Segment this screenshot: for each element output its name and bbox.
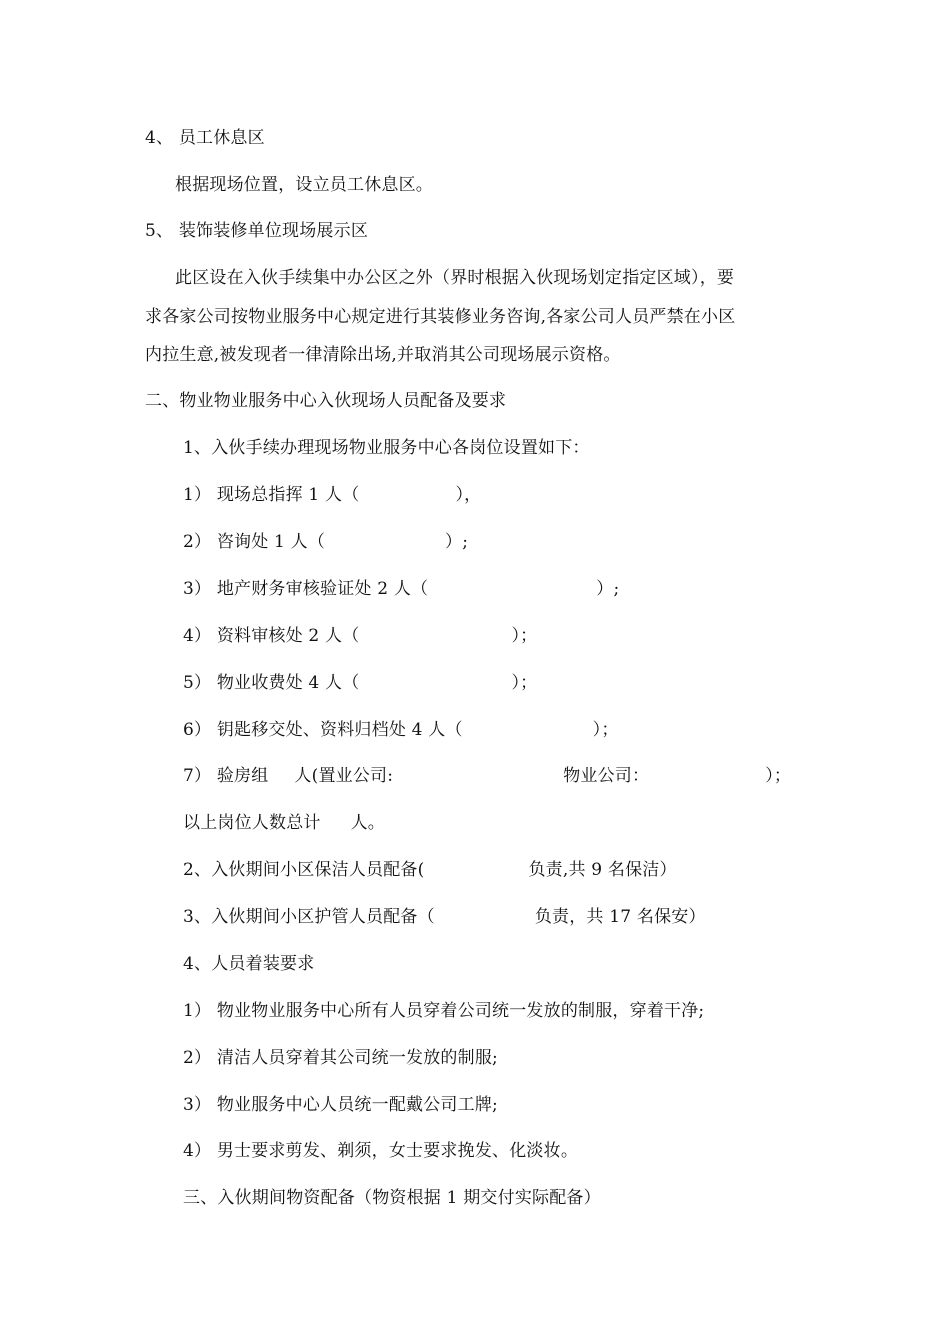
- role-item: 5） 物业收费处 4 人（ ）；: [183, 673, 538, 693]
- section-2-heading: 二、物业物业服务中心入伙现场人员配备及要求: [145, 391, 507, 411]
- section-5-heading: 5、 装饰装修单位现场展示区: [145, 221, 369, 241]
- section-5-body-line-2: 求各家公司按物业服务中心规定进行其装修业务咨询,各家公司人员严禁在小区: [145, 307, 736, 327]
- staffing-heading: 1、入伙手续办理现场物业服务中心各岗位设置如下：: [183, 438, 590, 458]
- role-item: 1） 现场总指挥 1 人（ ），: [183, 485, 482, 505]
- section-5-body-line-3: 内拉生意,被发现者一律清除出场,并取消其公司现场展示资格。: [145, 345, 621, 365]
- cleaning-staff: 2、入伙期间小区保洁人员配备( 负责,共 9 名保洁）: [183, 860, 677, 880]
- role-item: 4） 资料审核处 2 人（ ）；: [183, 626, 538, 646]
- role-item: 3） 地产财务审核验证处 2 人（ ）;: [183, 579, 620, 599]
- dress-code-heading: 4、人员着装要求: [183, 954, 315, 974]
- section-5-body-line-1: 此区设在入伙手续集中办公区之外（界时根据入伙现场划定指定区域），要: [175, 268, 735, 288]
- dress-item: 4） 男士要求剪发、剃须，女士要求挽发、化淡妆。: [183, 1141, 579, 1161]
- role-item: 6） 钥匙移交处、资料归档处 4 人（ ）；: [183, 720, 619, 740]
- section-3-heading: 三、入伙期间物资配备（物资根据 1 期交付实际配备）: [183, 1188, 601, 1208]
- dress-item: 1） 物业物业服务中心所有人员穿着公司统一发放的制服，穿着干净;: [183, 1001, 705, 1021]
- role-item-inspection: 7） 验房组 人(置业公司: 物业公司： ）；: [183, 766, 792, 786]
- total-count: 以上岗位人数总计 人。: [183, 813, 386, 833]
- section-4-heading: 4、 员工休息区: [145, 128, 265, 148]
- role-item: 2） 咨询处 1 人（ ）;: [183, 532, 469, 552]
- security-staff: 3、入伙期间小区护管人员配备（ 负责，共 17 名保安）: [183, 907, 706, 927]
- section-4-body: 根据现场位置，设立员工休息区。: [175, 175, 433, 195]
- dress-item: 2） 清洁人员穿着其公司统一发放的制服;: [183, 1048, 498, 1068]
- dress-item: 3） 物业服务中心人员统一配戴公司工牌;: [183, 1095, 498, 1115]
